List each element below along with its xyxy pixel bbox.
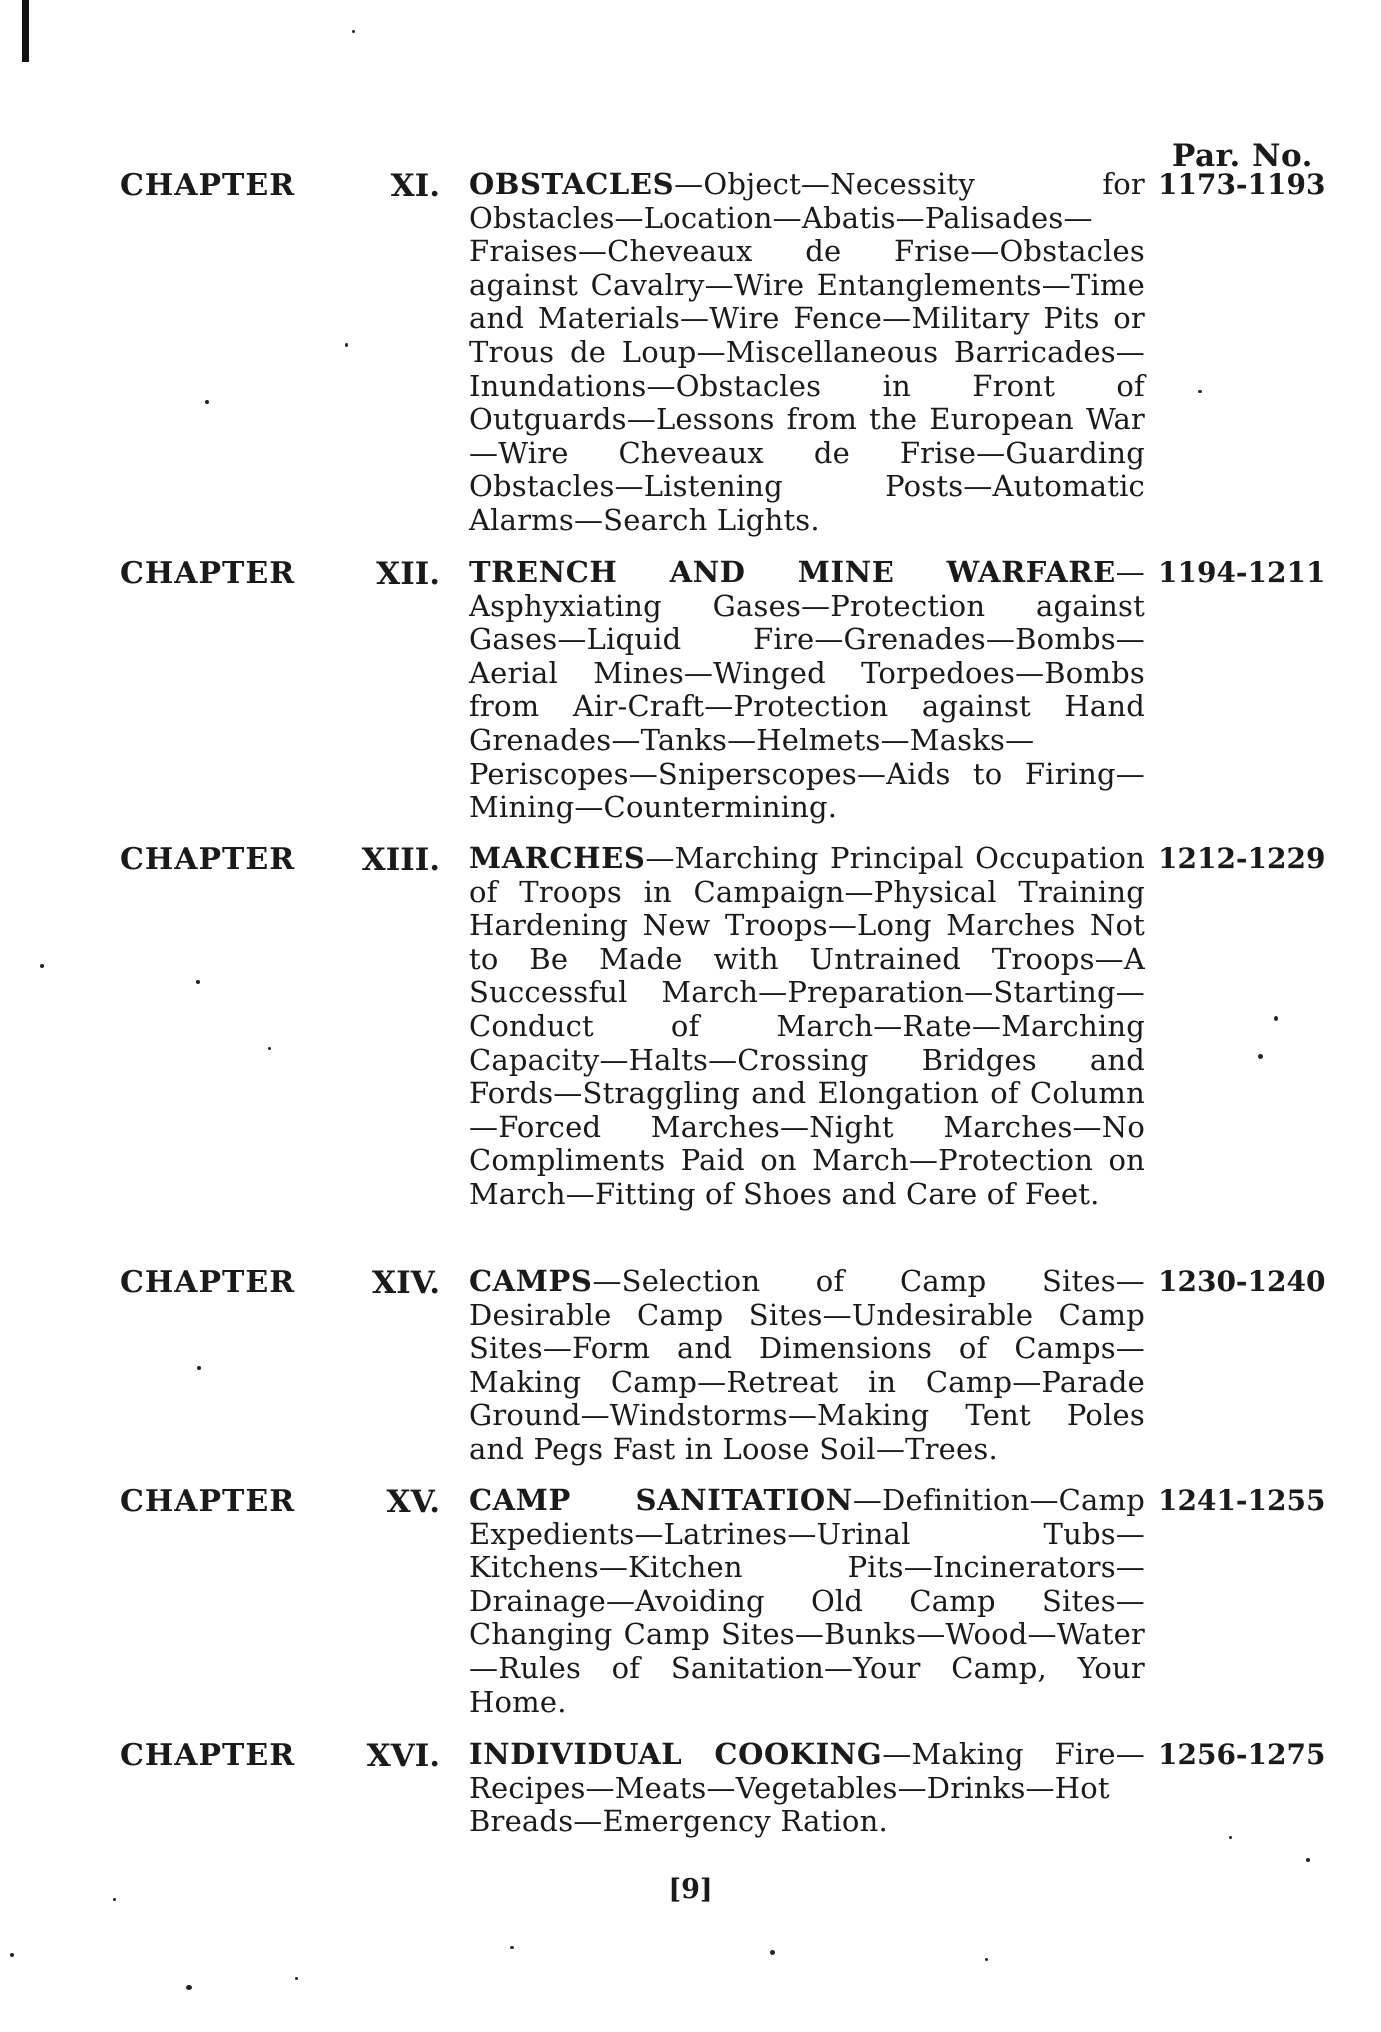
speck: [40, 964, 44, 968]
speck: [1258, 1054, 1263, 1059]
chapter-label: CHAPTER: [120, 1484, 296, 1519]
speck: [205, 400, 209, 404]
chapter-description: [469, 1484, 1145, 1719]
speck: [770, 1950, 775, 1955]
speck: [10, 1953, 14, 1957]
paragraph-range: 1212-1229: [1158, 842, 1326, 875]
chapter-topics: —Object—Necessity for Obstacles—Location—Abatis—Palisades—Fraises—Cheveaux de Frise—Obstacles against Cavalry—Wire Entanglements—Time and Materials—Wire Fence—Military Pits or Trous de Loup—Miscellaneous Barricades—Inundations—Obstacles in Front of Outguards—Lessons from the European War—Wire Cheveaux de Frise—Guarding Obstacles—Listening Posts—Automatic Alarms—Search Lights.: [469, 167, 1145, 537]
page-number: [9]: [668, 1874, 713, 1905]
speck: [196, 980, 200, 984]
chapter-title: TRENCH AND MINE WARFARE: [469, 555, 1116, 589]
chapter-title: CAMPS: [469, 1264, 593, 1298]
speck: [1198, 390, 1202, 393]
chapter-topics: —Making Fire—Recipes—Meats—Vegetables—Drinks—Hot Breads—Emergency Ration.: [469, 1737, 1145, 1839]
speck: [295, 1977, 298, 1980]
speck: [197, 1366, 201, 1370]
chapter-numeral: XVI.: [366, 1738, 440, 1774]
paragraph-range: 1194-1211: [1158, 556, 1326, 589]
chapter-description: [469, 842, 1145, 1212]
chapter-label: CHAPTER: [120, 842, 296, 877]
chapter-numeral: XIV.: [372, 1265, 440, 1301]
speck: [985, 1958, 988, 1961]
paragraph-range: 1241-1255: [1158, 1484, 1326, 1517]
speck: [1229, 1836, 1232, 1839]
chapter-topics: —Definition—Camp Expedients—Latrines—Urinal Tubs—Kitchens—Kitchen Pits—Incinerators—Drainage—Avoiding Old Camp Sites—Changing Camp Sites—Bunks—Wood—Water—Rules of Sanitation—Your Camp, Your Home.: [469, 1483, 1145, 1719]
chapter-title: CAMP SANITATION: [469, 1483, 853, 1517]
chapter-label: CHAPTER: [120, 556, 296, 591]
chapter-description: [469, 1738, 1145, 1839]
paragraph-range: 1256-1275: [1158, 1738, 1326, 1771]
chapter-numeral: XV.: [386, 1484, 440, 1520]
chapter-topics: —Marching Principal Occupation of Troops in Campaign—Physical Training Hardening New Troops—Long Marches Not to Be Made with Untrained Troops—A Successful March—Preparation—Starting—Conduct of March—Rate—Marching Capacity—Halts—Crossing Bridges and Fords—Straggling and Elongation of Column—Forced Marches—Night Marches—No Compliments Paid on March—Protection on March—Fitting of Shoes and Care of Feet.: [469, 841, 1145, 1211]
chapter-description: [469, 556, 1145, 825]
chapter-title: INDIVIDUAL COOKING: [469, 1737, 883, 1771]
margin-mark: [22, 0, 29, 62]
chapter-label: CHAPTER: [120, 168, 296, 203]
speck: [1306, 1858, 1310, 1862]
chapter-numeral: XIII.: [361, 842, 440, 878]
chapter-title: MARCHES: [469, 841, 646, 875]
chapter-description: [469, 168, 1145, 538]
chapter-numeral: XII.: [376, 556, 440, 592]
speck: [268, 1047, 271, 1050]
speck: [1274, 1016, 1278, 1021]
par-no-header: Par. No.: [1172, 138, 1313, 174]
chapter-numeral: XI.: [390, 168, 440, 204]
chapter-topics: —Selection of Camp Sites—Desirable Camp Sites—Undesirable Camp Sites—Form and Dimensions of Camps—Making Camp—Retreat in Camp—Parade Ground—Windstorms—Making Tent Poles and Pegs Fast in Loose Soil—Trees.: [469, 1264, 1145, 1466]
speck: [186, 1985, 192, 1990]
paragraph-range: 1230-1240: [1158, 1265, 1326, 1298]
chapter-description: [469, 1265, 1145, 1467]
speck: [352, 30, 355, 33]
speck: [345, 343, 348, 347]
chapter-title: OBSTACLES: [469, 167, 675, 201]
speck: [510, 1946, 514, 1949]
chapter-label: CHAPTER: [120, 1738, 296, 1773]
chapter-topics: —Asphyxiating Gases—Protection against Gases—Liquid Fire—Grenades—Bombs—Aerial Mines—Winged Torpedoes—Bombs from Air-Craft—Protection against Hand Grenades—Tanks—Helmets—Masks—Periscopes—Sniperscopes—Aids to Firing—Mining—Countermining.: [469, 555, 1145, 825]
paragraph-range: 1173-1193: [1158, 168, 1326, 201]
chapter-label: CHAPTER: [120, 1265, 296, 1300]
